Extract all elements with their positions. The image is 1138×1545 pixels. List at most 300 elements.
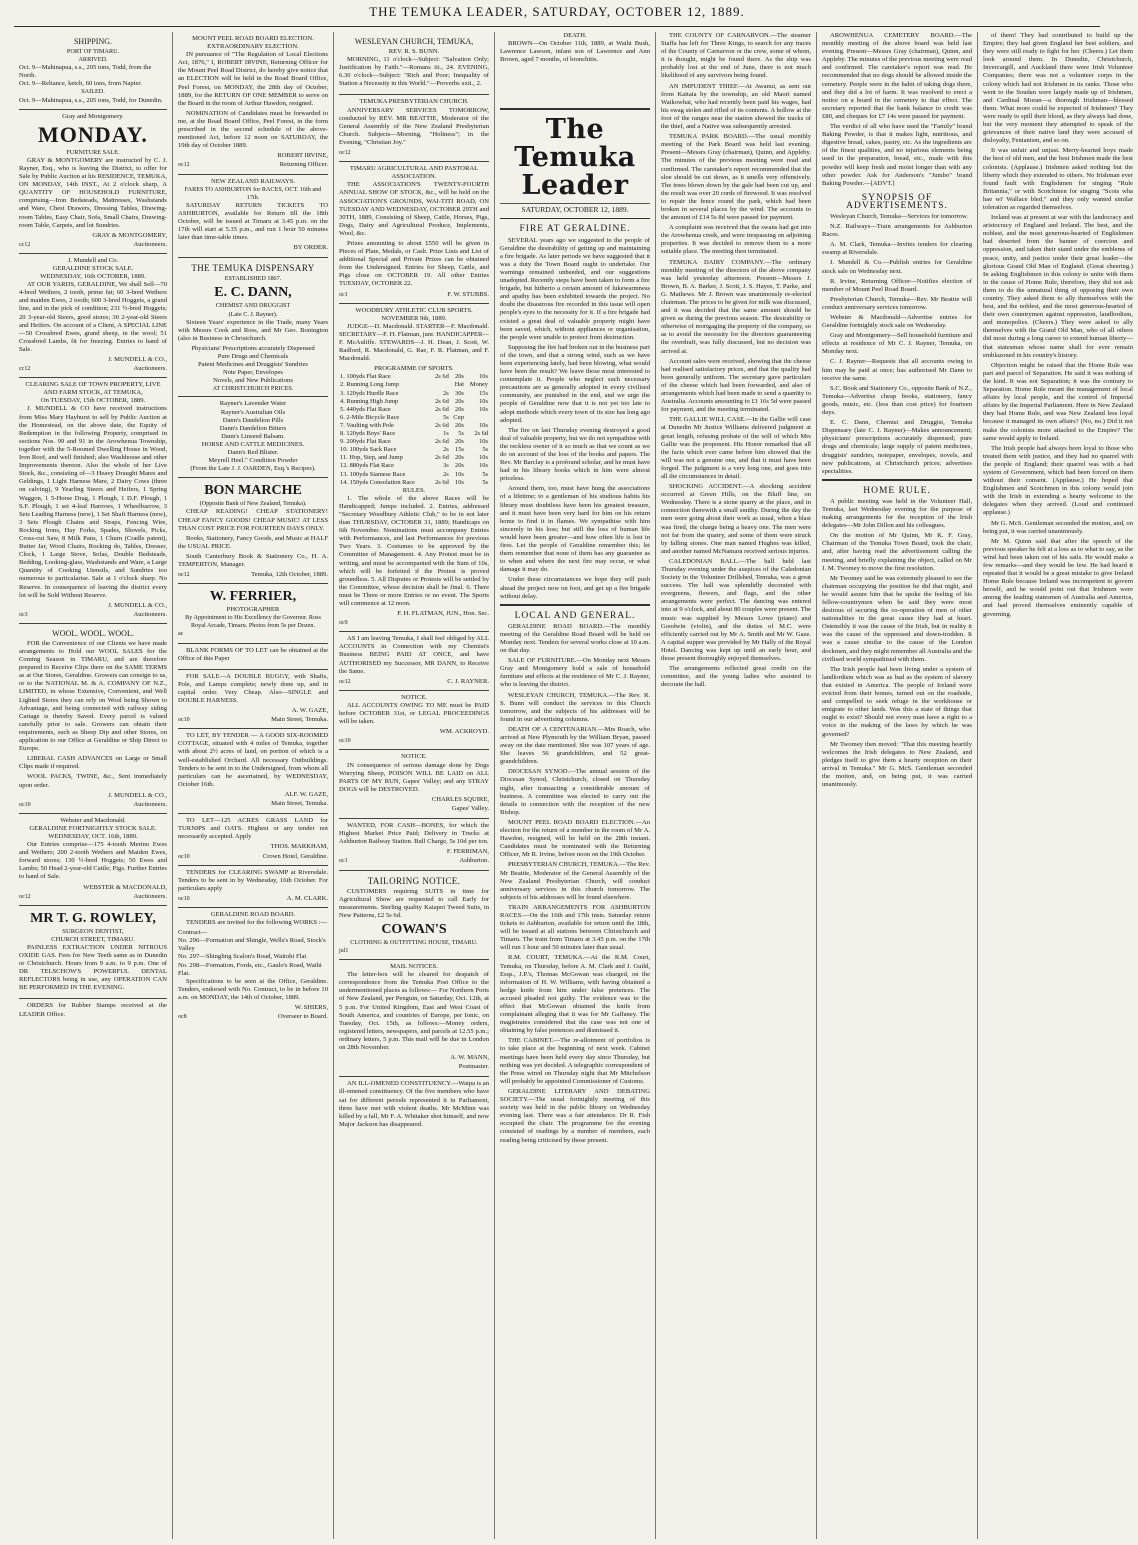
programme-title: PROGRAMME OF SPORTS. <box>374 365 454 373</box>
mail-title: MAIL NOTICES. <box>390 963 438 971</box>
board-text: Specifications to be seen at the Office, Geraldine. Tenders, endorsed with No. Contract, to be in before 10 a.m. on MONDAY, the 14th of October, 1889. <box>178 977 328 1001</box>
ad-code: oc3 <box>19 611 28 618</box>
sports-text: JUDGE—D. Macdonald. STARTER—F. Macdonald. SECRETARY—F. H. Flatman, junr. HANDICAPPER—F. McAuliffe. STEWARDS—J. H. Dean, J. Scott, W. Radford, R. Macdonald, G. Rae, F. R. Flatman, and F. Macdonald. <box>339 322 489 363</box>
page-header-title: THE TEMUKA LEADER, SATURDAY, OCTOBER 12, 1889. <box>369 4 745 19</box>
table-cell: 2. Running Long Jump <box>340 381 399 389</box>
paragraph: On the motion of Mr Quinn, Mr K. F. Gray, Chairman of the Temuka Town Board, took the chair, and, after having read the advertisement calling the meeting, and briefly explaining the object, called on Mr J. M. Twomey to move the first resolution. <box>822 532 972 572</box>
column-6 <box>817 32 978 1539</box>
clearing-sale <box>19 378 167 624</box>
death-text: BROWN—On October 11th, 1889, at Waihi Bush, Lawrence Lawson, infant son of Lawrence and Ann Brown, aged 7 months, of bronchitis. <box>500 40 650 64</box>
table-cell: 2s <box>443 470 449 478</box>
presbyterian-church-notice <box>339 95 489 162</box>
ad-code: oc12 <box>178 572 190 579</box>
list-item: Physicians' Prescriptions accurately Dispensed <box>191 344 315 352</box>
table-cell: 2s 6d <box>474 430 488 438</box>
paragraph: J. Mundell & Co.—Publish entries for Geraldine stock sale on Wednesday next. <box>822 259 972 275</box>
sale-sub: FURNITURE SALE. <box>66 148 120 156</box>
table-cell: 12. 880yds Flat Race <box>340 462 394 470</box>
paragraph: AN IMPUDENT THIEF.—At Awanui, as sent out from Kaitaia by the township, an old Maori named Waikowhai, who had recently been paid his wages, had his swag stolen and rifled of its contents. A hollow at the foot of the ranges near the station showed the tracks of the thief, and a Native was subsequently arrested. <box>661 82 811 131</box>
table-cell: 10. 100yds Sack Race <box>340 446 397 454</box>
paragraph: Mr G. McS. Gentleman seconded the motion, and, on being put, it was carried unanimously. <box>983 519 1133 535</box>
election-text: NOMINATION of Candidates must be forwarded to me, at the Road Board Office, Peel Forest, in the form prescribed in the second schedule of the above-mentioned Act, before 12 noon on SATURDAY, the 19th day of October 1889. <box>178 109 328 150</box>
sale-day: MONDAY. <box>38 121 148 147</box>
sig-role: Auctioneers. <box>133 240 167 248</box>
ad-code: oc1 <box>339 291 348 298</box>
table-cell: 8. 120yds Boys' Race <box>340 430 396 438</box>
paragraph: CALEDONIAN BALL.—The ball held last Thursday evening under the auspices of the Caledonian Society in the Volunteer Drillshed, Temuka, was a great success. The hall was splendidly decorated with evergreens, flowers, and flags, and the other arrangements were perfect. The dancing was entered into at 9 o'clock, and about 80 couples were present. The music was supplied by Messrs Lowe (piano) and Goodwin (violin), and the duties of M.C. were efficiently carried out by Mr A. Smith and Mr W. Gaze. A capital supper was provided by Mr Hally of the Royal Hotel. Dancing was kept up until an early hour, and those present thoroughly enjoyed themselves. <box>661 557 811 663</box>
synopsis-list <box>822 213 972 476</box>
table-cell: 2s 6d <box>435 454 449 462</box>
to-let-text: TO LET—125 ACRES GRASS LAND for TURNIPS and OATS. Highest or any tender not necessarily accepted. Apply <box>178 817 328 841</box>
table-cell: 3s <box>443 462 449 470</box>
ad-code: oc12 <box>339 150 351 157</box>
table-cell: 11. Hop, Step, and Jump <box>340 454 403 462</box>
church-text: MORNING, 11 o'clock—Subject: "Salvation Only; Justification by Faith."—Romans iii., 24. EVENING, 6.30 o'clock—Subject: "Rich and Poor; Inequality of Station a Necessity in this World."—Proverbs xxii., 2. <box>339 56 489 88</box>
grass-land-to-let <box>178 814 328 865</box>
paragraph: THE CABINET.—The re-allotment of portfolios is to take place at the beginning of next week. Cabinet meetings have been held every day since Thursday, but nothing was yet decided. A telegraphic correspondent of the Press wired on Thursday night that Mr Mitchelson will probably be appointed Commissioner of Customs. <box>500 1037 650 1085</box>
church-title: WESLEYAN CHURCH, TEMUKA, <box>354 37 474 46</box>
paragraph: A public meeting was held in the Volunteer Hall, Temuka, last Wednesday evening for the purpose of making arrangements for the reception of the Irish delegates—Mr John Dillon and his colleagues. <box>822 497 972 530</box>
shipping-port: PORT OF TIMARU. <box>66 48 120 55</box>
paragraph: AROWHENUA CEMETERY BOARD.—The monthly meeting of the above board was held last evening. Present—Messrs Gray (chairman), Quinn, and Appleby. The minutes of the previous meeting were read and confirmed. The caretaker's report was read. He recommended that no dogs should be allowed inside the cemetery. People were in the habit of taking dogs there, and they did a lot of harm. It was resolved to erect a notice on a board in the cemetery to that effect. The secretary reported that the bank balance to credit was £80, and cheques for £7 14s were passed for payment. <box>822 32 972 120</box>
sailed-item: Oct. 9—Mahinapua, s.s., 205 tons, Todd, for Dunedin. <box>19 96 163 104</box>
election-sub: EXTRAORDINARY ELECTION. <box>207 43 299 51</box>
table-row <box>339 430 489 438</box>
dentist-title: SURGEON DENTIST, <box>62 927 124 935</box>
paragraph: SEVERAL years ago we suggested to the people of Geraldine the desirability of getting up and maintaining a fire brigade. As later periods we have suggested that it was a duty the Town Board ought to undertake. Our warnings remained unheeded, and our suggestions unadopted. Recently steps have been taken to form a fire brigade, but hitherto a certain amount of lukewarmness and apathy has been exhibited towards the project. No doubt the disastrous fire recorded in this issue will open people's eyes to the necessity for it. If a fire brigade had existed a great deal of valuable property might have been saved, which, without appliances or organisation, the people were unable to protect from destruction. <box>500 236 650 341</box>
list-item: AT CHRISTCHURCH PRICES. <box>212 385 294 393</box>
paragraph: The fire on last Thursday evening destroyed a good deal of valuable property, but we do not sympathise with the reckless owner of it so much as that we count as we do on account of the loss of the books and papers. The Rev. Mr Barclay is a profound scholar, and he must have had in his library books which in him were almost priceless. <box>500 426 650 483</box>
article-title: FIRE AT GERALDINE. <box>519 224 631 235</box>
table-cell: 2s 6d <box>435 438 449 446</box>
section-title: LOCAL AND GENERAL. <box>514 610 636 621</box>
wanted-text: WANTED, FOR CASH—BONES, for which the Highest Market Price Paid; Delivery in Trucks at Ashburton Railway Station. Bull Charge, 5s 10d per ton. <box>339 822 489 846</box>
to-let-text: TO LET, BY TENDER — A GOOD SIX-ROOMED COTTAGE, situated with 4 miles of Temuka, together with about 2½ acres of land, on portion of which is a well-established Orchard. All necessary Outbuildings. Tenders to be sent in to the Undersigned, from whom all particulars can be ascertained, by WEDNESDAY, October 16th. <box>178 732 328 788</box>
table-cell: 20s <box>455 397 464 405</box>
table-row <box>339 373 489 381</box>
sports-title: WOODBURY ATHLETIC CLUB SPORTS. <box>355 306 473 314</box>
table-cell: 2s 6d <box>435 478 449 486</box>
tenders-text: TENDERS for CLEARING SWAMP at Riversdale. Tenders to be sent in by Wednesday, 16th October. For particulars apply <box>178 868 328 892</box>
notice-signature: CHARLES SQUIRE, <box>431 795 489 803</box>
paragraph: It was unfair and unjust. Merry-hearted boys made the best of old men, and the best Irishmen made the best colonists. (Applause.) Irishmen asked nothing but the liberty which they extended to others. No Irishman ever found fault with Englishmen for singing "Rule Britannia," or with Scotchmen for singing "Scots wha hae wi' Wallace bled," and they only wanted similar toleration as regarded themselves. <box>983 147 1133 211</box>
sig-role: Ashburton. <box>459 857 489 865</box>
bon-marche-title: BON MARCHE <box>204 483 302 499</box>
death-notice <box>500 32 650 64</box>
paragraph: THE COUNTY OF CARNARVON.—The steamer Staffa has left for Three Kings, to search for any traces of the County of Carnarvon or the crew, some of whom, it is thought, might be found there. As the ship was probably lost at the end of June, there is not much likelihood of any survivors being found. <box>661 32 811 80</box>
board-signature: W. SHIERS, <box>294 1004 328 1011</box>
paragraph: Presbyterian Church, Temuka—Rev. Mr Beattie will conduct anniversary services tomorrow. <box>822 295 972 311</box>
bon-marche-text: South Canterbury Book & Stationery Co., H. A. TEMPERTON, Manager. <box>178 552 328 568</box>
table-row <box>339 422 489 430</box>
notice-signature: WM. ACKROYD. <box>439 728 489 736</box>
table-cell: 20s <box>455 454 464 462</box>
athletic-sports <box>339 304 489 633</box>
table-row <box>339 446 489 454</box>
list-item: Meyrell Heel." Condition Powder <box>208 457 298 465</box>
squire-notice <box>339 750 489 819</box>
table-cell: 5s <box>482 446 488 454</box>
table-cell: 1. 100yds Flat Race <box>340 373 391 381</box>
notice-text: IN consequence of serious damage done by Dogs Worrying Sheep, POISON WILL BE LAID on ALL PARTS OF MY RUN, Gapes' Valley; and any STRAY DOGS will be DESTROYED. <box>339 761 489 793</box>
paragraph: THE GALLIE WILL CASE.—In the Gallie will case at Dunedin Mr Justice Williams delivered judgment at great length, refusing probate of the will of which Mrs Gallie was the proponent. His Honor remarked that all the facts which ever came before him showed that the will was not a genuine one, and that it must have been forged. The judgment is a very long one, and goes into all the circumstances in detail. <box>661 416 811 480</box>
sig-role: Crown Hotel, Geraldine. <box>262 852 328 860</box>
page-header <box>14 4 1100 27</box>
ad-code: jul1 <box>339 948 349 954</box>
ad-code: oc8 <box>178 1014 187 1021</box>
dispensary-text: Sixteen Years' experience in the Trade, many Years with Messrs Cook and Ross, and Mr Geo. Bonington (also in Business in Christchurch. <box>178 318 328 342</box>
column-7 <box>978 32 1138 1539</box>
ad-code: oc10 <box>178 853 190 860</box>
mundell-stock-sale <box>19 254 167 378</box>
sig-role: Overseer to Board. <box>278 1013 328 1021</box>
paragraph: The Irish people had been living under a system of landlordism which was as bad as the system of slavery that existed in America. The people of Ireland were evicted from their homes, turned out on the roadside, and compelled to seek refuge in the workhouse or emigrate to other lands. Was this a state of things that ought to exist? Should not every man have a right to a voice in the making of the laws by which he was governed? <box>822 665 972 738</box>
list-item: Rayner's Lavender Water <box>219 400 287 408</box>
list-item: Contract— <box>178 929 208 937</box>
sale-signature: J. MUNDELL & CO., <box>108 356 167 363</box>
ad-code: oc9 <box>339 620 348 627</box>
synopsis-title: SYNOPSIS OF ADVERTISEMENTS. <box>846 192 948 211</box>
ferrier-ad <box>178 584 328 643</box>
sale-text: Our Entries comprise—175 4-tooth Merino Ewes and Wethers; 200 2-tooth Wethers and Maiden Ewes, forward stores; 130 ½-bred Hoggets; 50 Ewes and Lambs; 50 Head 2-year-old Cattle; Pigs. Further Entries to hand of Sale. <box>19 841 167 881</box>
paragraph: of them! They had contributed to build up the Empire; they had given England her best soldiers, and they were still ready to fight for her. (Cheers.) Let them look around them. In Dunedin, Christchurch, Invercargill, and Auckland there were Irish Volunteer Companies; there was not a volunteer corps in the colony which had not Irishmen in its ranks. Those who went to the Soudan were largely made up of Irishmen, and Cardinal Moran—a thorough Irishman—blessed them. What more could be expected of Irishmen? They were ready to spill their blood, as they always had done, but the very moment they attempted to speak of the grievances of their native land they were accused of disloyalty, Fenianism, and so on. <box>983 32 1133 145</box>
bones-wanted <box>339 819 489 870</box>
shipping-title: SHIPPING. <box>73 37 112 46</box>
sig-role: Auctioneers. <box>133 365 167 373</box>
board-title: GERALDINE ROAD BOARD. <box>210 910 296 918</box>
table-cell: 30s <box>455 389 464 397</box>
railways-notice <box>178 175 328 259</box>
paragraph: Objection might be raised that the Home Rule was part and parcel of Separation. He said it was nothing of the kind. It was not Separation; it was the contrary to Separation. Home Rule meant the management of local affairs by local people, and the control of Imperial affairs by the Imperial Parliament. Here in New Zealand they had Home Rule, and was New Zealand less loyal because it managed its own affairs? (No, no.) Did it not make the colonists more attached to the Empire? The same would apply to Ireland. <box>983 361 1133 442</box>
church-text: ANNIVERSARY SERVICES TOMORROW, conducted by REV. MR BEATTIE, Moderator of the General Assembly of the New Zealand Presbyterian Church. Subjects—Morning, "Holiness"; in the Evening, "Christian Joy." <box>339 106 489 146</box>
notice-signature: C. J. RAYNER. <box>447 677 489 685</box>
arrived-item: Oct. 9—Mahinapua, s.s., 205 tons, Todd, from the North. <box>19 64 152 80</box>
paragraph: The verdict of all who have used the "Family" brand Baking Powder, is that it makes light, nutritious, and digestive bread, cakes, pastry, etc. As the ingredients are of the finest qualities, and no injurious elements being used in the preparation, bread, etc., made with this powder will keep fresh and moist longer than with any other powder. Ask for Anderson's "Jumbo" brand Baking Powder.—[ADVT.] <box>822 123 972 187</box>
paragraph: TEMUKA PARK BOARD.—The usual monthly meeting of the Park Board was held last evening. Present—Messrs Gray (chairman), Quinn, and Appleby. The minutes of the previous meeting were read and confirmed. The caretaker's report recommended that the sloe should be cut down, as it smells very offensively. The trees blown down by the gale had been cut up, and the result was over 20 cords of firewood. It was resolved to repair the fence round the park, which had been broken in several places by the wind. The accounts to the amount of £14 5s 8d were passed for payment. <box>661 133 811 222</box>
programme-table <box>339 373 489 486</box>
paragraph: GERALDINE LITERARY AND DEBATING SOCIETY.—The usual fortnightly meeting of this society was held in the public library on Wednesday evening last. There was a fair attendance. Dr R. Fish occupied the chair. The programme for the evening consisted of readings by a number of members, each reading being criticised by those present. <box>500 1087 650 1144</box>
dentist-name: MR T. G. ROWLEY, <box>30 910 156 926</box>
column-5 <box>656 32 817 1539</box>
sig-role: Auctioneers. <box>133 892 167 900</box>
list-item: No. 296—Formation and Shingle, Wells's Road, Stock's Valley <box>178 937 326 953</box>
article-body <box>500 237 650 601</box>
to-let-signature: THOS. MARKHAM, <box>270 843 328 851</box>
sailed-label: SAILED. <box>81 88 105 96</box>
paragraph: Mr Twomey said he was extremely pleased to see the chairman occupying the position he did that night, and he would assure him that he spoke the feeling of his fellow-countrymen when he said they were most desirous of securing the co-operation of men of other nationalities in the great cause they had at heart. Ostensibly it was the cause of the Irish, but in reality it was the cause of the oppressed and down-trodden. It was a cause similar to the cause of the London dockmen, and they might remember all Australia and the civilised world sympathised with them. <box>822 574 972 663</box>
table-cell <box>431 381 450 389</box>
election-text: IN pursuance of "The Regulation of Local Elections Act, 1876," I, ROBERT IRVINE, Returning Officer for the Mount Peel Road District, do hereby give notice that an ELECTION will be held in the Road Board Office, Peel Forest, on MONDAY, the 28th day of October, 1889, for the RETURN OF ONE MEMBER to serve on the Board in the room of Arthur Hawdon, resigned. <box>178 51 328 107</box>
rules-text: 1. The whole of the above Races will be Handicapped; Jumps included. 2. Entries, addressed "Secretary Woodbury Athletic Club," to be in not later than THURSDAY, OCTOBER 31, 1889; Handicaps on 6th November. Nominations must accompany Entries with Performances, and last Performances for previous Two Years. 3. Costumes to be approved by the Committee of Management. 4. Any Protest must be in writing, and must be accompanied with the Sum of 10s, which will be forfeited if the Protest is proved groundless. 5. All Disputes or Protests will be settled by the Committee, whose decision shall be final. 6. There must be Three or more Entries or no event. The Sports will commence at 12 noon. <box>339 494 489 607</box>
sale-title: GERALDINE FORTNIGHTLY STOCK SALE. <box>29 824 157 832</box>
mail-text: The letter-box will be cleared for despatch of correspondence from the Temuka Post Office to the undermentioned places as follows:— For Northern Ports of New Zealand, per Penguin, on Saturday, Oct. 12th, at 5 p.m. For United Kingdom, East and West Coast of South America, and countries of Europe, per Ionic, on Tuesday, Oct. 15th, as follows:—Money orders, registered letters, newspapers, and parcels at 12.55 p.m.; ordinary letters, 5 p.m. This mail will be due in London on 28th November. <box>339 971 489 1052</box>
dispensary-title: THE TEMUKA DISPENSARY <box>191 263 315 274</box>
table-cell: 10s <box>479 405 488 413</box>
gray-montgomery-sale <box>19 110 167 254</box>
paragraph: The Irish people had always been loyal to those who treated them with justice, and they had no quarrel with the people of England; their quarrel was with a bad system of Government, which had been forced on them without their consent. (Applause.) He hoped that Englishmen and Scotchmen in this colony would join with the Irish in extending a hearty welcome to the delegates when they arrived. (Loud and continued applause.) <box>983 444 1133 517</box>
sale-date: WEDNESDAY, OCT. 16th, 1889. <box>48 832 138 840</box>
table-cell: 4. Running High Jump <box>340 397 399 405</box>
ad-code: oc10 <box>178 895 190 902</box>
ad-code: oc12 <box>19 893 31 900</box>
table-cell: 2s <box>443 446 449 454</box>
bon-marche-text: CHEAP READING! CHEAP STATIONERY! CHEAP FANCY GOODS! CHEAP MUSIC! AT LESS THAN COST PRICE FOR FOURTEEN DAYS ONLY. <box>178 508 328 532</box>
table-cell: 5s <box>443 413 449 421</box>
tailoring-notice <box>339 871 489 961</box>
tailoring-firm: COWAN'S <box>381 921 447 937</box>
column-4 <box>495 32 656 1539</box>
paragraph: PRESBYTERIAN CHURCH, TEMUKA.—The Rev. Mr Beattie, Moderator of the General Assembly of the New Zealand Presbyterian Church, will conduct anniversary services in this church tomorrow. The subjects of his addresses will be found elsewhere. <box>500 861 650 901</box>
sale-title: CLEARING SALE OF TOWN PROPERTY, LIVE AND FARM STOCK, AT TEMUKA, <box>25 381 161 397</box>
orders-text: ORDERS for Rubber Stamps received at the LEADER Office. <box>19 1002 167 1018</box>
ad-code: oc10 <box>19 801 31 808</box>
swamp-tenders <box>178 866 328 908</box>
table-cell: Money <box>469 381 488 389</box>
ad-code: oc10 <box>339 738 351 745</box>
table-cell: 9. 200yds Flat Race <box>340 438 391 446</box>
table-cell: 10s <box>455 470 464 478</box>
paragraph: TRAIN ARRANGEMENTS FOR ASHBURTON RACES.—On the 16th and 17th insts. Saturday return tickets to Ashburton, available for return until the 18th, will be issued at all stations between Christchurch and Timaru. The train from Timaru at 3.45 p.m. on the 17th will run 1 hour and 50 minutes later than usual. <box>500 903 650 952</box>
paragraph: A. M. Clark, Temuka—Invites tenders for clearing swamp at Riversdale. <box>822 241 972 257</box>
mail-notices <box>339 960 489 1077</box>
mail-signature: A. W. MANN, <box>450 1054 489 1062</box>
dispensary-late: (Late C. J. Rayner). <box>228 310 278 318</box>
election-title: MOUNT PEEL ROAD BOARD ELECTION. <box>192 35 314 42</box>
wesleyan-church-notice <box>339 32 489 95</box>
ad-code: cc12 <box>19 241 31 248</box>
paragraph: E. C. Dann, Chemist and Druggist, Temuka Dispensary (late C. J. Rayner)—Makes announcement; physicians' prescriptions accurately dispensed; pure drugs and chemicals; large supply of patent medicines, druggists' sundries, notepaper, envelopes, novels, and new publications, at Christchurch prices; advertises specialities. <box>822 419 972 475</box>
column-3 <box>334 32 495 1539</box>
sig-role: Postmaster. <box>458 1063 489 1071</box>
table-cell: Cup <box>453 413 464 421</box>
arrived-item: Oct. 9—Reliance, ketch, 60 tons, from Napier. <box>19 80 142 88</box>
dispensary-role: CHEMIST AND DRUGGIST <box>215 302 291 310</box>
paragraph: S.C. Book and Stationery Co., opposite Bank of N.Z., Temuka—Advertise cheap books, stationery, fancy goods, music, etc. (less than cost price) for fourteen days. <box>822 384 972 417</box>
table-cell: 10s <box>479 373 488 381</box>
ad-code: oc12 <box>178 162 190 169</box>
railways-text: SATURDAY RETURN TICKETS TO ASHBURTON, available for Return till the 18th October, will be issued at Timaru at 3.45 p.m. on the 17th will start at 5.35 p.m., and run 1 hour 50 minutes later than time-table times. <box>178 201 328 242</box>
for-sale-text: FOR SALE—A DOUBLE BUGGY, with Shafts, Pole, and Lamps complete; newly done up, and in capital order. Very Cheap. Also—SINGLE and DOUBLE HARNESS. <box>178 672 328 704</box>
show-text: THE ASSOCIATION'S TWENTY-FOURTH ANNUAL SHOW OF STOCK, &c., will be held on the ASSOCIATION'S GROUNDS, WAI-TITI ROAD, ON TUESDAY AND WEDNESDAY, OCTOBER 29TH and 30TH, 1889, Consisting of Sheep, Cattle, Horses, Pigs, Dogs, Dairy and Agricultural Produce, Implements, Wool, &c. <box>339 181 489 237</box>
sig-role: Main Street, Temuka. <box>271 716 328 724</box>
table-row <box>339 479 489 487</box>
sports-date: NOVEMBER 9th, 1889. <box>381 314 447 322</box>
election-notice <box>178 32 328 175</box>
rayner-accounts-notice <box>339 632 489 691</box>
table-row <box>339 406 489 414</box>
article-body <box>822 32 972 188</box>
paragraph: TEMUKA DAIRY COMPANY.—The ordinary monthly meeting of the directors of the above company was held yesterday afternoon. Present—Messrs J. Brown, B. A. Barker, J. Scott, J. S. Hayes, T. Parke, and G. Mathews. Mr J. Brown was unanimously re-elected chairman. The prices to be given for milk was discussed, and it was decided that the same amount should be given as during the previous season. The desirability or otherwise of mortgaging the property of the company, so as to avoid the necessity for the directors guaranteeing the overdraft, was fully discussed, but no decision was arrived at. <box>661 258 811 355</box>
table-row <box>339 462 489 470</box>
paragraph: A complaint was received that the swans had got into the Arowhenua creek, and were trespassing on adjoining properties. It was decided to remove them to a more suitable place. The meeting then terminated. <box>661 224 811 256</box>
table-cell: 10s <box>455 478 464 486</box>
table-cell: 15s <box>455 446 464 454</box>
table-row <box>339 414 489 422</box>
ferrier-name: W. FERRIER, <box>209 589 297 605</box>
table-cell: 15s <box>479 389 488 397</box>
firm-name: Gray and Montgomery. <box>62 112 124 120</box>
list-item: Dann's Red Blister. <box>227 449 279 457</box>
column-1 <box>14 32 173 1539</box>
firm-name: J. Mundell and Co. <box>67 256 119 264</box>
columns <box>14 32 1133 1539</box>
railways-title: NEW ZEALAND RAILWAYS. <box>211 177 295 185</box>
dispensary-est: ESTABLISHED 1867. <box>224 275 282 283</box>
sports-signature: F. H. FLATMAN, JUN., Hon. Sec. <box>397 610 489 618</box>
article-body <box>822 498 972 789</box>
sale-signature: GRAY & MONTGOMERY, <box>92 231 167 239</box>
table-row <box>339 454 489 462</box>
railways-sub: FARES TO ASHBURTON for RACES, OCT. 16th and 17th. <box>184 185 322 201</box>
table-row <box>339 381 489 389</box>
table-cell: Hat <box>454 381 464 389</box>
list-item: Dann's Dandelion Bitters <box>219 424 287 432</box>
masthead-date: SATURDAY, OCTOBER 12, 1889. <box>500 203 650 214</box>
fire-article <box>500 225 650 600</box>
ill-omened-paragraph <box>339 1077 489 1135</box>
death-title: DEATH. <box>563 32 587 39</box>
bon-marche-date: Temuka, 12th October, 1889. <box>251 571 328 579</box>
table-row <box>339 390 489 398</box>
sale-text: GRAY & MONTGOMERY are instructed by C. J. Rayner, Esq., who is leaving the District, to offer for Sale by Public Auction at his RESIDENCE, TEMUKA, ON MONDAY, 14th INST., At 2 o'clock sharp, A QUANTITY OF HOUSEHOLD FURNITURE, comprising—Iron Bedsteads, Mattresses, Washstands and Ware, Chest Drawers, Dressing Tables, Drawing-room Tables, Easy Chair, Sofa, Small Chairs, Drawing-room Table, Carpets, and lot Sundries. <box>19 156 167 229</box>
paragraph: SHOCKING ACCIDENT.—A shocking accident occurred at Green Hills, on the Bluff line, on Wednesday. There is a stone quarry at the place, and in connection therewith a small smithy. During the day the men were going about their work as usual, when a blast was fired, the charge being a heavy one. The men were not far from the quarry, and some of them were struck by falling stones. One man named Hughes was killed, and another named McNamara received serious injuries. <box>661 483 811 555</box>
paragraph: Mr Twomey then moved: "That this meeting heartily welcomes the Irish delegates to New Zealand, and pledges itself to give them a hearty reception on their arrival in Temuka." Mr G. McS. Gentleman seconded the motion, and, on being put, it was carried unanimously. <box>822 740 972 789</box>
sig-role: Auctioneers. <box>133 610 167 618</box>
notice-title: NOTICE. <box>401 693 427 701</box>
ferrier-role: PHOTOGRAPHER <box>226 606 280 614</box>
rules-title: RULES. <box>402 486 426 494</box>
notice-text: ALL ACCOUNTS OWING TO ME must be PAID before OCTOBER 31st, or LEGAL PROCEEDINGS will be taken. <box>339 701 489 726</box>
election-signature: ROBERT IRVINE, <box>277 152 328 160</box>
table-cell: 20s <box>455 373 464 381</box>
list-item: Note Paper, Envelopes <box>223 369 283 377</box>
paragraph: C. J. Rayner—Requests that all accounts owing to him may be paid at once; has authorised Mr Dann to receive the same. <box>822 358 972 382</box>
table-cell: 2s <box>443 389 449 397</box>
article-title: HOME RULE. <box>863 485 931 496</box>
table-cell: 10s <box>479 438 488 446</box>
for-sale-signature: A. W. GAZE, <box>291 707 328 715</box>
tenders-signature: A. M. CLARK. <box>286 894 328 902</box>
notice-text: AS I am leaving Temuka, I shall feel obliged by ALL ACCOUNTS in Connection with my Chemist's Business BEING PAID AT ONCE, and have AUTHORISED my Successor, MR DANN, to Receive the Same. <box>339 635 489 675</box>
list-item: Novels, and New Publications <box>213 377 293 385</box>
paragraph: N.Z. Railways—Train arrangements for Ashburton Races. <box>822 223 972 239</box>
table-cell: 10s <box>479 454 488 462</box>
sale-text: J. MUNDELL & CO have received instructions from Miss Mary Hayhurst to sell by Public Auction at the Homestead, on the above date, the Equity of Redemption in the following Property, comprised in sections Nos. 99 and 91 in the Arowhenua Township, together with the 5-Roomed Dwelling House in Wood, Iron Roof, and well finished; also Washhouse and other Improvements thereon. Also the whole of her Live Stock, &c., consisting of—3 Heavy Draught Mares and Geldings, 1 Light Harness Mare, 2 Dairy Cows (three on calving), 9 Yearling Steers and Heifers, 1 Spring Waggon, 1 5-Horse Drag, 1 Plough, 1 D.F. Plough, 1 S.F. Plough, 1 set 4-leaf Harrows, 1 Wheelbarrow, 3 Sets Leading Harness (new), 1 Set Shaft Harness (new), 3 Sets Plough Chains and Straps, Fencing Wire, Rocking Irons, Hay Forks, Spades, Shovels, Picks, Cross-cut Saw, 8 Milk Pans, 1 Churn (Cradle patent), Butter Jar, Wood Chairs, Rocking do, Tables, Dresser, Clock, 1 Large Stove, Sofas, Double Bedsteads, Bedding, Looking-glass, Washstands and Ware, a Large Quantity of Cooking Utensils, and Sundries too numerous to particularise. Sale at 1 o'clock sharp. No Reserve. In consequence of leaving the district every lot will be Sold Without Reserve. <box>19 405 167 599</box>
rowley-dentist <box>19 906 167 1000</box>
paragraph: AN ILL-OMENED CONSTITUENCY.—Waipa is an ill-omened constituency. Of the five members who have sat for different periods represented it in Parliament, three have met with violent deaths. Mr McMinn was killed by a fall, Mr F. A. Whitaker shot himself, and now Major Jackson has disappeared. <box>339 1080 490 1128</box>
bon-marche-ad <box>178 478 328 584</box>
horse-title: HORSE AND CATTLE MEDICINES. <box>201 440 305 448</box>
wool-liberal: LIBERAL CASH ADVANCES on Large or Small Clips made if required. <box>19 755 167 771</box>
shipping-notice <box>19 32 167 110</box>
table-cell <box>465 414 489 422</box>
wool-packs: WOOL PACKS, TWINE, &c., Sent immediately upon order. <box>19 773 167 789</box>
paragraph: DEATH OF A CENTENARIAN.—Mrs Roach, who arrived at New Plymouth by the William Bryan, passed away on the date mentioned. She was 107 years of age. She leaves 56 grandchildren, and 52 great-grandchildren. <box>500 725 650 766</box>
ad-code: oc12 <box>339 678 351 685</box>
sig-role: Auctioneers. <box>133 800 167 808</box>
paragraph: MOUNT PEEL ROAD BOARD ELECTION.—An election for the return of a member in the room of Mr A. Hawdon, resigned, will be held on the 28th instant. Candidates must be nominated with the Returning Officer, Mr R. Irvine, before noon on the 19th October. <box>500 818 650 859</box>
to-let-signature: ALF. W. GAZE, <box>284 790 328 798</box>
paragraph: GERALDINE ROAD BOARD.—The monthly meeting of the Geraldine Road Board will be held on Monday next. Tenders for several works close at 10 a.m. on that day. <box>500 622 650 655</box>
table-cell: 10s <box>479 462 488 470</box>
ferrier-text: By Appointment to His Excellency the Governor. Ross Royal Arcade, Timaru. Photos from 5s per Dozen. <box>185 614 321 630</box>
list-item: (From the Late J. J. OARDEN, Esq.'s Recipes). <box>190 465 316 473</box>
wool-text: FOR the Convenience of our Clients we have made arrangements to Hold our WOOL SALES for the Coming Season in TIMARU, and are therefore prepared to Receive Clips there on the SAME TERMS as at Our Stores, Geraldine. Growers can consign to us, or to the NATIONAL M. & A. COMPANY OF N.Z., LIMITED, in whose Extensive, Convenient, and Well Lighted Stores they can rely on Wool being Shown to Advantage, and being connected with railway siding Cartage is thereby Saved. Every parcel is valued carefully prior to sale. Growers can obtain their requirements, such as Sheep Dip and other Stores, on application to our Office at Geraldine or Ship Direct to Europe. <box>19 639 167 753</box>
paragraph: Supposing the fire had broken out in the business part of the town, and that a strong wind, such as we have been experiencing lately, had been blowing, what would have been the result? We leave those most interested to contemplate it. People who neglect such necessary precautions are as generally adopted in every civilised community, are punished in the end, and we urge the people of Geraldine now that it is not yet too late to adopt methods which every town of its size has long ago adopted. <box>500 343 650 424</box>
table-cell: 6. 2-Mile Bicycle Race <box>340 413 400 421</box>
paragraph: SALE OF FURNITURE.—On Monday next Messrs Gray and Montgomery hold a sale of household furniture and effects at the residence of Mr C. J. Rayner, who is leaving the district. <box>500 657 650 689</box>
show-text: Prizes amounting to about £550 will be given in Pieces of Plate, Medals, or Cash. Prize Lists and List of additional Special and Private Prizes can be obtained from the Undersigned. Entries for Sheep, Cattle, and Pigs close on OCTOBER 19. All other Entries TUESDAY, OCTOBER 22. <box>339 239 489 288</box>
table-cell: 2s 6d <box>435 373 449 381</box>
paragraph: R. Irvine, Returning Officer—Notifies election of member of Mount Peel Road Board. <box>822 277 972 293</box>
cottage-to-let <box>178 729 328 814</box>
list-item: Dann's Linseed Balsam. <box>221 432 285 440</box>
sig-role: Main Street, Temuka. <box>271 800 328 808</box>
paragraph: Wesleyan Church, Temuka—Services for tomorrow. <box>830 212 968 220</box>
rubber-stamps-notice <box>19 999 167 1024</box>
table-cell: 5s <box>458 430 464 438</box>
notice-title: NOTICE. <box>401 753 427 761</box>
table-cell: 5s <box>482 470 488 478</box>
table-cell: 20s <box>455 462 464 470</box>
dispensary-ad <box>178 258 328 478</box>
masthead-title: The Temuka Leader <box>514 114 636 202</box>
table-row <box>339 471 489 479</box>
show-title: TIMARU AGRICULTURAL AND PASTORAL ASSOCIATION. <box>349 165 479 181</box>
firm-name: Webster and Macdonald. <box>60 816 126 824</box>
paragraph: Around them, too, must have hung the associations of a lifetime; to a gentleman of his studious habits his library must doubtless have been his greatest treasure, and it must have been very hard for him on his return home to find it in flames. We sympathise with him sincerely in his loss; but still the loss of human life would have been greater—and how often life is lost in fires. Let the people of Geraldine remember this; let them remember that none of them has any guarantee as to when and where the next fire may occur, or what damage it may do. <box>500 485 650 574</box>
geraldine-road-board <box>178 908 328 1025</box>
table-row <box>339 398 489 406</box>
list-item: Dann's Dandelion Pills <box>222 416 284 424</box>
tailoring-title: TAILORING NOTICE. <box>367 875 461 886</box>
webster-sale <box>19 814 167 906</box>
blank-forms-notice <box>178 644 328 670</box>
sale-date: On TUESDAY, 15th OCTOBER, 1889. <box>40 397 146 405</box>
sig-role: Returning Officer. <box>279 161 328 169</box>
table-cell: 3. 120yds Hurdle Race <box>340 389 399 397</box>
list-item: Patent Medicines and Druggists' Sundries <box>198 361 308 369</box>
table-cell: 5. 440yds Flat Race <box>340 405 391 413</box>
table-cell: 7. Vaulting with Pole <box>340 421 394 429</box>
column-2 <box>173 32 334 1539</box>
table-cell: 20s <box>455 405 464 413</box>
table-cell: 5s <box>482 478 488 486</box>
paragraph: Gray and Montgomery—Sell household furniture and effects at residence of Mr C. J. Rayner, Temuka, on Monday next. <box>822 332 972 356</box>
buggy-for-sale <box>178 670 328 730</box>
sale-title: GERALDINE STOCK SALE. <box>52 264 134 272</box>
dentist-text: PAINLESS EXTRACTION UNDER NITROUS OXIDE GAS. Fees for New Teeth same as in Dunedin or Christchurch. Hours from 9 a.m. to 9 p.m. One of DR TELSCHOW'S POWERFUL DENTAL REFLECTORS being in use, any OPERATION CAN BE PERFORMED IN THE EVENING. <box>19 943 167 992</box>
dentist-address: CHURCH STREET, TIMARU. <box>51 935 135 943</box>
sale-signature: J. MUNDELL & CO., <box>108 601 167 609</box>
table-cell: 2s 6d <box>435 405 449 413</box>
ad-code: cc12 <box>19 366 31 373</box>
tailoring-text: CUSTOMERS requiring SUITS in time for Agricultural Show are requested to call Early for measurements. Sterling quality Kaiapoi Tweed Suits, in New Patterns, £2 5s 6d. <box>339 887 489 919</box>
wool-notice <box>19 624 167 814</box>
table-cell: 20s <box>455 438 464 446</box>
table-cell: 2s 6d <box>435 421 449 429</box>
ad-code: ac <box>178 631 184 638</box>
church-minister: REV. R. S. BUNN. <box>388 48 440 55</box>
synopsis <box>822 194 972 476</box>
paragraph: Ireland was at present at war with the landocracy and aristocracy of England and Ireland. The best, and the noblest, and the most generous-hearted of Englishmen had deserted from the banner of coercion and oppression, and taken their stand under the emblems of peace, unity, and justice under their great leader—the glorious Grand Old Man of England. (Great cheering.) In asking Englishmen in this colony to unite with them in the cause of Home Rule, therefore, they did not ask them to do the unnatural thing of opposing their own country. They asked them to ally themselves with the best, and the noblest, and the most generous-hearted of their own countrymen against oppression, landlordism, and monopolies. (Cheers.) They were asked to ally themselves with the Grand Old Man, who of all others did most during a long career to extend human liberty—that statesman whose name shall for ever remain emblazoned in his country's history. <box>983 214 1133 359</box>
table-row <box>339 438 489 446</box>
home-rule-article <box>822 487 972 789</box>
dispensary-name: E. C. DANN, <box>214 285 292 301</box>
table-cell: 20s <box>455 421 464 429</box>
table-cell: 10s <box>479 397 488 405</box>
paragraph: The arrangements reflected great credit on the committee, and the young ladies who assisted to decorate the hall. <box>661 665 811 689</box>
